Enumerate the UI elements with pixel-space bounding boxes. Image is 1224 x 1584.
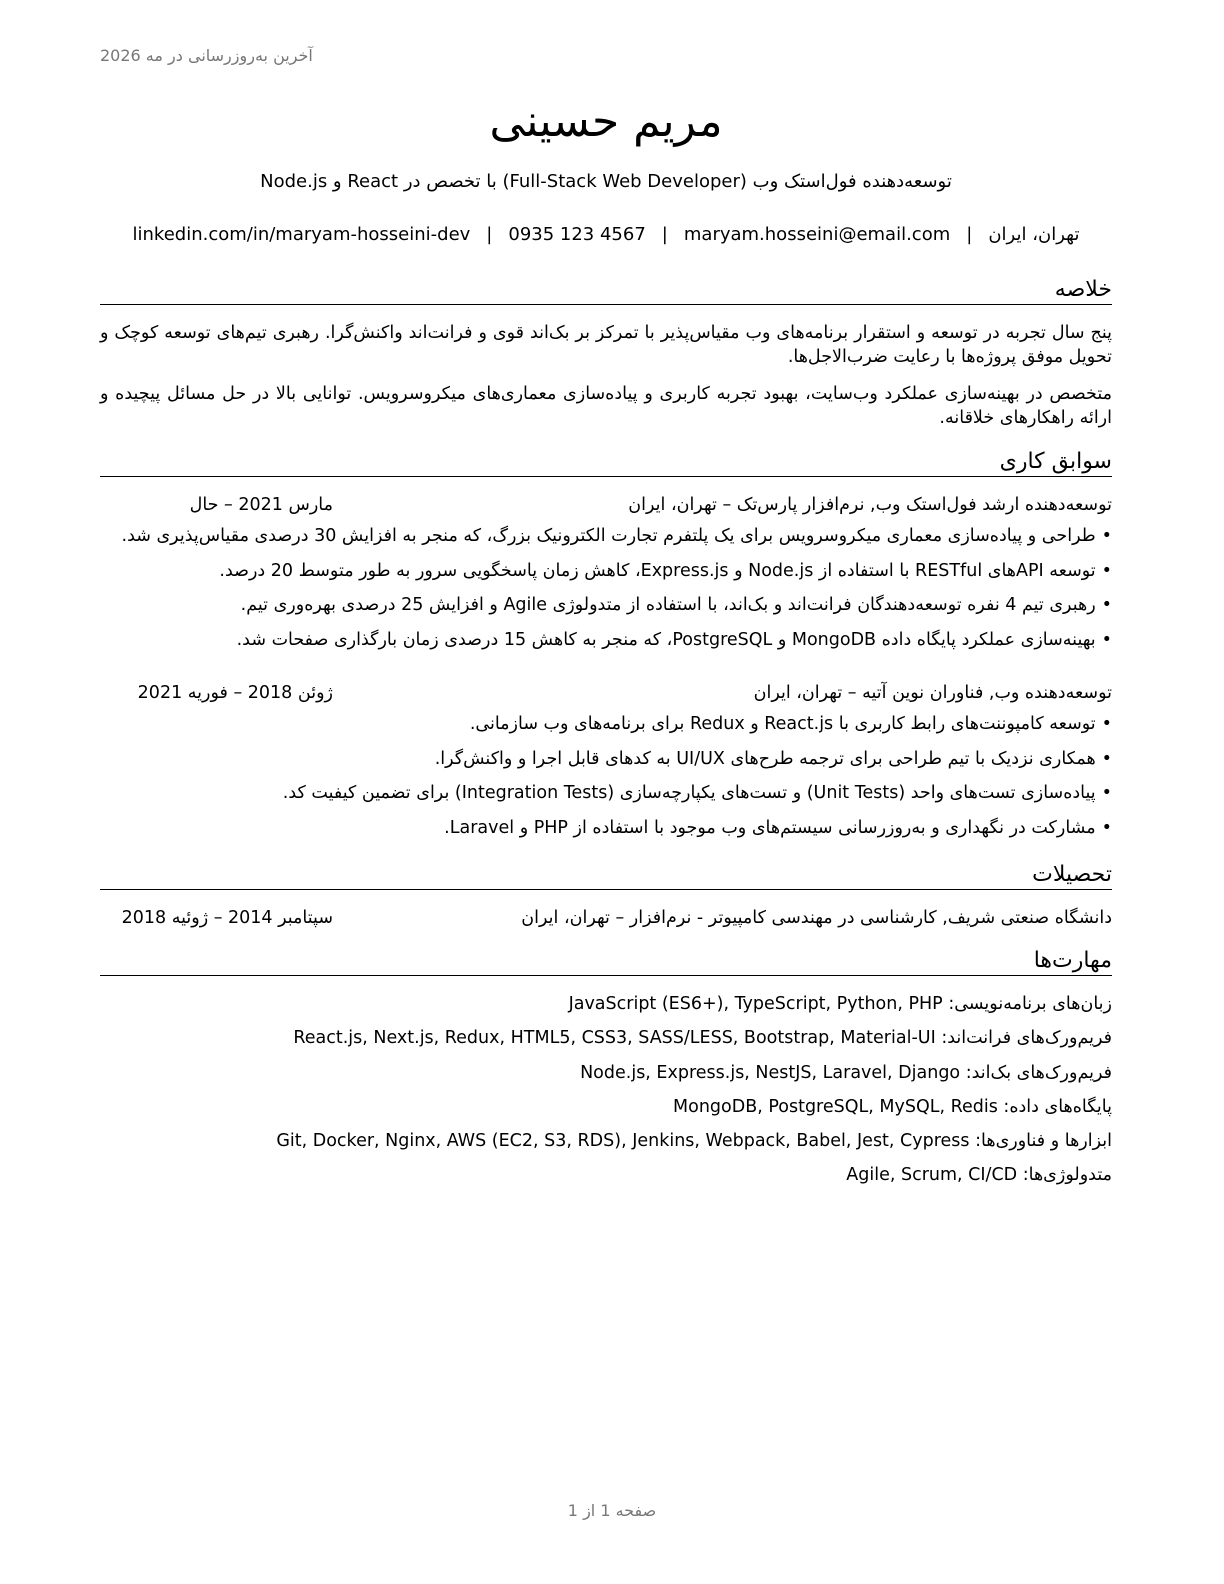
skill-label: زبان‌های برنامه‌نویسی: — [948, 994, 1112, 1014]
contact-line — [100, 222, 1112, 248]
contact-linkedin[interactable]: linkedin.com/in/maryam-hosseini-dev — [132, 224, 471, 245]
skill-label: فریم‌ورک‌های بک‌اند: — [965, 1062, 1112, 1083]
section-title-summary: خلاصه — [100, 276, 1112, 305]
bullet-icon: • — [1101, 714, 1112, 734]
bullet-icon: • — [1101, 526, 1112, 546]
bullet-icon: • — [1101, 629, 1112, 650]
last-updated-note: آخرین به‌روزرسانی در مه 2026 — [100, 46, 313, 65]
list-item — [100, 816, 1112, 851]
education-dates: سپتامبر 2014 – ژوئیه 2018 — [121, 908, 333, 928]
job-title: توسعه‌دهنده وب, فناوران نوین آتیه – تهران، ایران — [753, 683, 1112, 703]
skill-label: فریم‌ورک‌های فرانت‌اند: — [941, 1028, 1112, 1049]
bullet-text: پیاده‌سازی تست‌های واحد (Unit Tests) و تست‌های یکپارچه‌سازی (Integration Tests) برای تضمین کیفیت کد. — [282, 783, 1096, 803]
skill-row — [100, 1163, 1112, 1197]
skill-value: Node.js, Express.js, NestJS, Laravel, Django — [580, 1062, 961, 1083]
bullet-icon: • — [1101, 748, 1112, 769]
contact-separator: | — [486, 224, 493, 245]
section-title-education: تحصیلات — [100, 861, 1112, 890]
job-header — [100, 493, 1112, 517]
education-entry — [100, 906, 1112, 930]
list-item — [100, 747, 1112, 782]
list-item — [100, 559, 1112, 594]
skill-value: JavaScript (ES6+), TypeScript, Python, PHP — [568, 994, 943, 1014]
skill-value: Git, Docker, Nginx, AWS (EC2, S3, RDS), Jenkins, Webpack, Babel, Jest, Cypress — [276, 1131, 970, 1152]
education-title: دانشگاه صنعتی شریف, کارشناسی در مهندسی کامپیوتر - نرم‌افزار – تهران، ایران — [521, 908, 1112, 928]
bullet-icon: • — [1101, 595, 1112, 615]
page-number-footer: صفحه 1 از 1 — [567, 1501, 657, 1520]
resume-page — [100, 0, 1112, 1584]
skill-label: ابزارها و فناوری‌ها: — [975, 1131, 1112, 1152]
skill-row — [100, 992, 1112, 1026]
headline: توسعه‌دهنده فول‌استک وب (Full-Stack Web Developer) با تخصص در React و Node.js — [260, 171, 952, 192]
skills-list — [100, 992, 1112, 1198]
job-dates: ژوئن 2018 – فوریه 2021 — [137, 683, 333, 703]
list-item — [100, 712, 1112, 747]
bullet-icon: • — [1101, 783, 1112, 803]
list-item — [100, 628, 1112, 663]
job-bullets — [100, 524, 1112, 662]
skill-value: Agile, Scrum, CI/CD — [846, 1165, 1018, 1186]
candidate-name: مریم حسینی — [489, 96, 723, 147]
skill-row — [100, 1095, 1112, 1129]
bullet-text: مشارکت در نگهداری و به‌روزرسانی سیستم‌های وب موجود با استفاده از PHP و Laravel. — [444, 817, 1096, 838]
summary-paragraph-1: پنج سال تجربه در توسعه و استقرار برنامه‌های وب مقیاس‌پذیر با تمرکز بر بک‌اند قوی و فرانت‌اند واکنش‌گرا. رهبری تیم‌های توسعه کوچک و تحویل موفق پروژه‌ها با رعایت ضرب‌الاجل‌ها. — [100, 323, 1112, 367]
contact-email[interactable]: maryam.hosseini@email.com — [683, 224, 951, 245]
skill-value: MongoDB, PostgreSQL, MySQL, Redis — [673, 1096, 998, 1117]
skill-value: React.js, Next.js, Redux, HTML5, CSS3, SASS/LESS, Bootstrap, Material-UI — [293, 1028, 936, 1049]
list-item — [100, 593, 1112, 628]
contact-phone: 0935 123 4567 — [508, 224, 646, 245]
job-bullets — [100, 712, 1112, 850]
section-title-experience: سوابق کاری — [100, 448, 1112, 477]
bullet-text: همکاری نزدیک با تیم طراحی برای ترجمه طرح‌های UI/UX به کدهای قابل اجرا و واکنش‌گرا. — [434, 748, 1096, 769]
summary-paragraph-2: متخصص در بهینه‌سازی عملکرد وب‌سایت، بهبود تجربه کاربری و پیاده‌سازی معماری‌های میکروسرویس. توانایی بالا در حل مسائل پیچیده و ارائه راهکارهای خلاقانه. — [100, 384, 1112, 428]
job-dates: مارس 2021 – حال — [189, 495, 333, 515]
bullet-text: توسعه کامپوننت‌های رابط کاربری با React.js و Redux برای برنامه‌های وب سازمانی. — [469, 714, 1096, 734]
list-item — [100, 781, 1112, 816]
contact-separator: | — [661, 224, 668, 245]
bullet-text: بهینه‌سازی عملکرد پایگاه داده MongoDB و PostgreSQL، که منجر به کاهش 15 درصدی زمان بارگذاری صفحات شد. — [236, 629, 1096, 650]
job-header — [100, 681, 1112, 705]
skill-label: متدولوژی‌ها: — [1022, 1165, 1112, 1186]
section-title-skills: مهارت‌ها — [100, 947, 1112, 976]
contact-separator: | — [966, 224, 973, 245]
skill-row — [100, 1026, 1112, 1060]
bullet-text: طراحی و پیاده‌سازی معماری میکروسرویس برای یک پلتفرم تجارت الکترونیک بزرگ، که منجر به افزایش 30 درصدی مقیاس‌پذیری شد. — [121, 526, 1096, 546]
bullet-icon: • — [1101, 817, 1112, 838]
bullet-text: رهبری تیم 4 نفره توسعه‌دهندگان فرانت‌اند و بک‌اند، با استفاده از متدولوژی Agile و افزایش 25 درصدی بهره‌وری تیم. — [240, 595, 1096, 615]
list-item — [100, 524, 1112, 559]
bullet-icon: • — [1101, 560, 1112, 581]
bullet-text: توسعه APIهای RESTful با استفاده از Node.js و Express.js، کاهش زمان پاسخگویی سرور به طور متوسط 20 درصد. — [219, 560, 1096, 581]
job-title: توسعه‌دهنده ارشد فول‌استک وب, نرم‌افزار پارس‌تک – تهران، ایران — [628, 495, 1112, 515]
skill-label: پایگاه‌های داده: — [1003, 1096, 1112, 1117]
skill-row — [100, 1061, 1112, 1095]
contact-location: تهران، ایران — [988, 224, 1080, 245]
skill-row — [100, 1129, 1112, 1163]
